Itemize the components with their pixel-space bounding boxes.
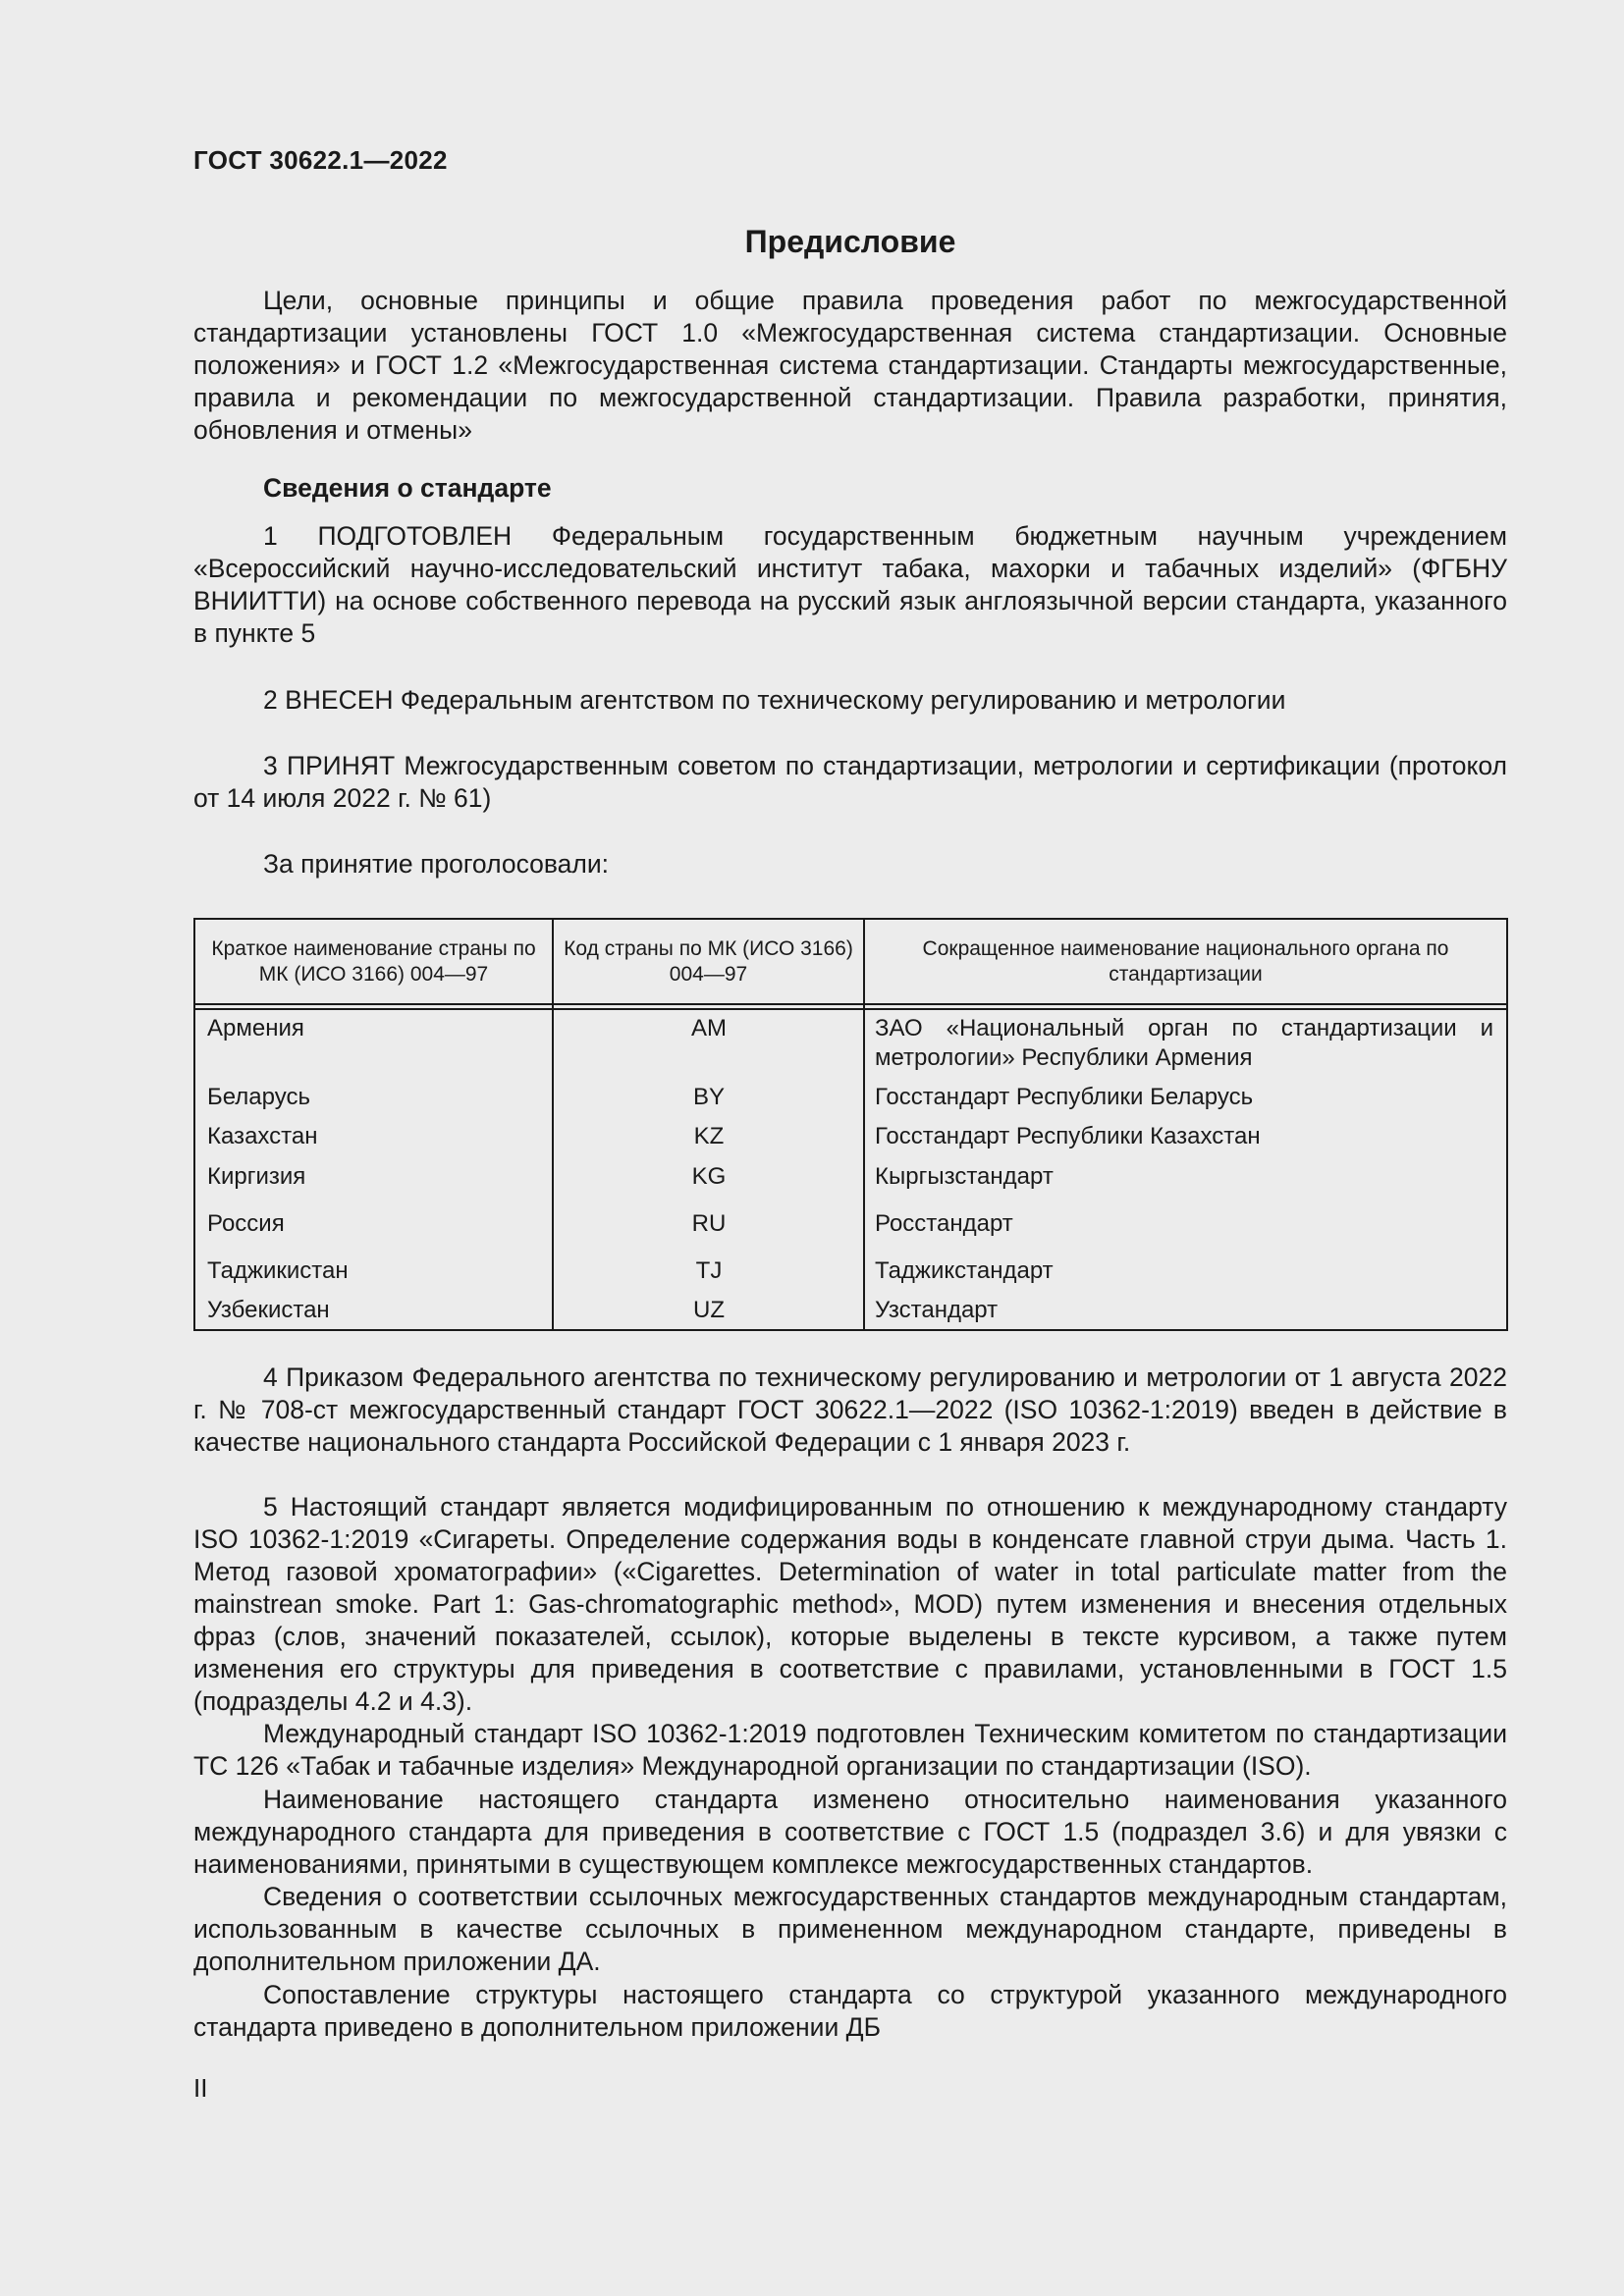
- table-cell-country: Казахстан: [207, 1123, 318, 1149]
- table-header-divider: [195, 1008, 1506, 1010]
- voted-label: За принятие проголосовали:: [263, 849, 610, 879]
- item-2-paragraph: 2 ВНЕСЕН Федеральным агентством по техническому регулированию и метрологии: [263, 685, 1286, 715]
- item-5-paragraph: 5 Настоящий стандарт является модифицированным по отношению к международному стандарту ISO 10362-1:2019 «Сигареты. Определение содержания воды в конденсате главной струи дыма. Часть 1. Метод газовой хроматографии» («Cigarettes. Determination of water in total particulate matter from the mainstrean smoke. Part 1: Gas-chromatographic method», MOD) путем изменения и внесения отдельных фраз (слов, значений показателей, ссылок), которые выделены в тексте курсивом, а также путем изменения его структуры для приведения в соответствие с правилами, установленными в ГОСТ 1.5 (подразделы 4.2 и 4.3).: [193, 1492, 1507, 1716]
- table-header-body-text: Сокращенное наименование национального органа по стандартизации: [922, 937, 1449, 986]
- table-cell-code: AM: [691, 1015, 727, 1041]
- table-cell-country: Узбекистан: [207, 1297, 330, 1323]
- table-cell-body: Таджикстандарт: [875, 1257, 1054, 1284]
- table-cell-code: TJ: [695, 1257, 723, 1284]
- table-cell-code: KG: [691, 1163, 727, 1190]
- item-5-paragraph-references: Сведения о соответствии ссылочных межгосударственных стандартов международным стандартам, использованным в качестве ссылочных в примененном международном стандарте, приведены в дополнительном приложении ДА.: [193, 1882, 1507, 1976]
- table-cell-code: BY: [692, 1084, 725, 1110]
- section-heading: Сведения о стандарте: [263, 473, 552, 503]
- table-header-code: [554, 920, 863, 1004]
- table-cell-country: Армения: [207, 1015, 304, 1041]
- item-3-paragraph: 3 ПРИНЯТ Межгосударственным советом по стандартизации, метрологии и сертификации (протокол от 14 июля 2022 г. № 61): [193, 751, 1507, 813]
- table-header-code-text: Код страны по МК (ИСО 3166) 004—97: [564, 937, 853, 986]
- table-cell-code: RU: [691, 1210, 727, 1237]
- item-4-paragraph: 4 Приказом Федерального агентства по техническому регулированию и метрологии от 1 августа 2022 г. № 708-ст межгосударственный стандарт ГОСТ 30622.1—2022 (ISO 10362-1:2019) введен в действие в качестве национального стандарта Российской Федерации с 1 января 2023 г.: [193, 1362, 1507, 1457]
- item-5-paragraph-international: Международный стандарт ISO 10362-1:2019 подготовлен Техническим комитетом по стандартизации ТС 126 «Табак и табачные изделия» Международной организации по стандартизации (ISO).: [193, 1719, 1507, 1781]
- table-cell-country: Россия: [207, 1210, 285, 1237]
- document-code: ГОСТ 30622.1—2022: [193, 145, 448, 175]
- table-cell-body: Росстандарт: [875, 1210, 1013, 1237]
- table-cell-country: Киргизия: [207, 1163, 306, 1190]
- table-header-body: [865, 920, 1506, 1004]
- voting-table: [193, 918, 1508, 1331]
- table-header-country-text: Краткое наименование страны по МК (ИСО 3166) 004—97: [211, 937, 536, 986]
- item-1-paragraph: 1 ПОДГОТОВЛЕН Федеральным государственным бюджетным научным учреждением «Всероссийский научно-исследовательский институт табака, махорки и табачных изделий» (ФГБНУ ВНИИТТИ) на основе собственного перевода на русский язык англоязычной версии стандарта, указанного в пункте 5: [193, 521, 1507, 648]
- table-cell-body: ЗАО «Национальный орган по стандартизации и метрологии» Республики Армения: [875, 1015, 1493, 1071]
- table-cell-body: Узстандарт: [875, 1297, 999, 1323]
- table-cell-code: UZ: [693, 1297, 725, 1323]
- table-cell-body: Кыргызстандарт: [875, 1163, 1054, 1190]
- table-cell-country: Беларусь: [207, 1084, 310, 1110]
- table-cell-body: Госстандарт Республики Беларусь: [875, 1084, 1254, 1110]
- table-cell-code: KZ: [693, 1123, 725, 1149]
- item-5-paragraph-name: Наименование настоящего стандарта изменено относительно наименования указанного международного стандарта для приведения в соответствие с ГОСТ 1.5 (подраздел 3.6) и для увязки с наименованиями, принятыми в существующем комплексе межгосударственных стандартов.: [193, 1785, 1507, 1879]
- page-title: Предисловие: [744, 224, 956, 259]
- table-cell-country: Таджикистан: [207, 1257, 349, 1284]
- page-number: II: [193, 2073, 208, 2103]
- intro-paragraph: Цели, основные принципы и общие правила проведения работ по межгосударственной стандартизации установлены ГОСТ 1.0 «Межгосударственная система стандартизации. Основные положения» и ГОСТ 1.2 «Межгосударственная система стандартизации. Стандарты межгосударственные, правила и рекомендации по межгосударственной стандартизации. Правила разработки, принятия, обновления и отмены»: [193, 286, 1507, 445]
- table-header-country: [195, 920, 552, 1004]
- table-cell-body: Госстандарт Республики Казахстан: [875, 1123, 1261, 1149]
- item-5-paragraph-structure: Сопоставление структуры настоящего стандарта со структурой указанного международного стандарта приведено в дополнительном приложении ДБ: [193, 1980, 1507, 2042]
